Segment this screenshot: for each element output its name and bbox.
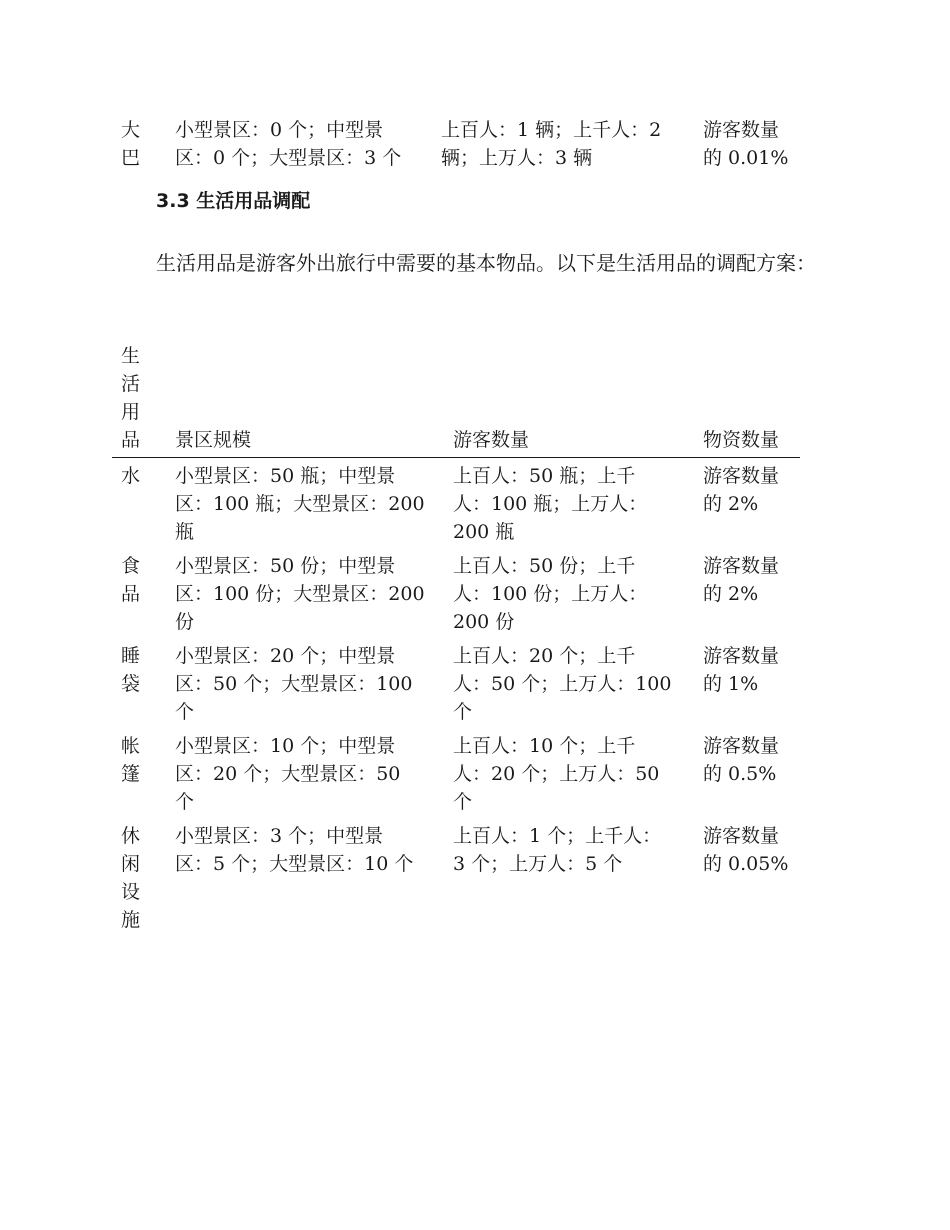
- table-row-supply-quantity: 游客数量 的 2%: [703, 465, 780, 515]
- table-header-item: 生 活 用 品: [121, 345, 141, 451]
- table-header-scenic-scale: 景区规模: [175, 429, 252, 451]
- table-row-visitor-count: 上百人：1 个；上千人： 3 个；上万人：5 个: [453, 825, 662, 875]
- table-row-visitor-count: 上百人：50 份；上千 人：100 份；上万人： 200 份: [453, 555, 648, 633]
- table-row-supply-quantity: 游客数量 的 0.05%: [703, 825, 789, 875]
- table-row-supply-quantity: 游客数量 的 0.01%: [703, 119, 789, 169]
- table-row-item: 帐 篷: [121, 735, 141, 785]
- table-header-rule: [112, 457, 800, 458]
- table-header-supply-quantity: 物资数量: [703, 429, 780, 451]
- table-row-visitor-count: 上百人：1 辆；上千人：2 辆；上万人：3 辆: [441, 119, 662, 169]
- section-paragraph: 生活用品是游客外出旅行中需要的基本物品。以下是生活用品的调配方案：: [156, 251, 816, 275]
- table-row-supply-quantity: 游客数量 的 2%: [703, 555, 780, 605]
- table-row-item: 食 品: [121, 555, 141, 605]
- table-row-visitor-count: 上百人：20 个；上千 人：50 个；上万人：100 个: [453, 645, 672, 723]
- table-row-supply-quantity: 游客数量 的 1%: [703, 645, 780, 695]
- table-row-scenic-scale: 小型景区：20 个；中型景 区：50 个；大型景区：100 个: [175, 645, 413, 723]
- table-row-item: 睡 袋: [121, 645, 141, 695]
- table-header-visitor-count: 游客数量: [453, 429, 530, 451]
- table-row-visitor-count: 上百人：10 个；上千 人：20 个；上万人：50 个: [453, 735, 660, 813]
- table-row-scenic-scale: 小型景区：3 个；中型景 区：5 个；大型景区：10 个: [175, 825, 414, 875]
- table-row-visitor-count: 上百人：50 瓶；上千 人：100 瓶；上万人： 200 瓶: [453, 465, 648, 543]
- table-row-item: 水: [121, 465, 141, 487]
- section-heading: 3.3 生活用品调配: [156, 190, 311, 212]
- table-row-scenic-scale: 小型景区：50 瓶；中型景 区：100 瓶；大型景区：200 瓶: [175, 465, 425, 543]
- table-row-scenic-scale: 小型景区：10 个；中型景 区：20 个；大型景区：50 个: [175, 735, 401, 813]
- table-row-scenic-scale: 小型景区：50 份；中型景 区：100 份；大型景区：200 份: [175, 555, 425, 633]
- table-row-item: 休 闲 设 施: [121, 825, 141, 931]
- table-row-item: 大 巴: [121, 119, 141, 169]
- table-row-supply-quantity: 游客数量 的 0.5%: [703, 735, 780, 785]
- table-row-scenic-scale: 小型景区：0 个；中型景 区：0 个；大型景区：3 个: [175, 119, 402, 169]
